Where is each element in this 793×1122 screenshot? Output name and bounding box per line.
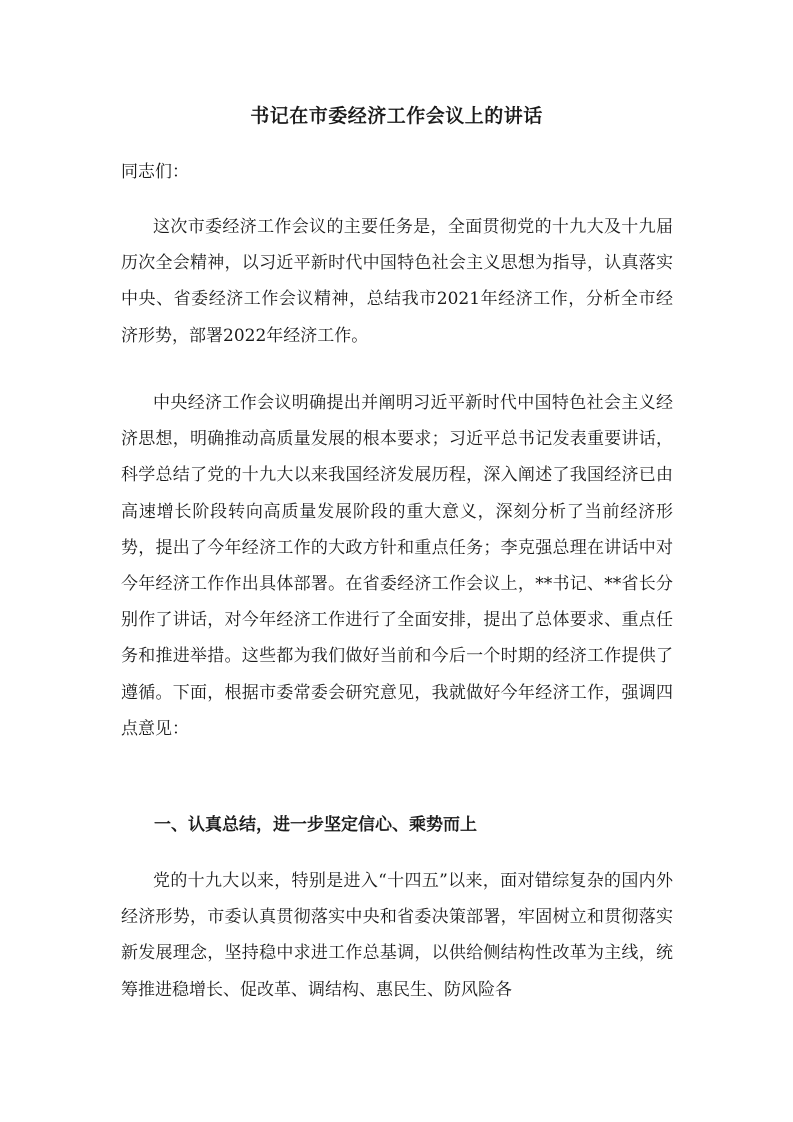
salutation: 同志们：: [121, 162, 189, 182]
paragraph-context: 中央经济工作会议明确提出并阐明习近平新时代中国特色社会主义经济思想，明确推动高质量发展的根本要求；习近平总书记发表重要讲话，科学总结了党的十九大以来我国经济发展历程，深入阐述了我国经济已由高速增长阶段转向高质量发展阶段的重大意义，深刻分析了当前经济形势，提出了今年经济工作的大政方针和重点任务；李克强总理在讲话中对今年经济工作作出具体部署。在省委经济工作会议上，**书记、**省长分别作了讲话，对今年经济工作进行了全面安排，提出了总体要求、重点任务和推进举措。这些都为我们做好当前和今后一个时期的经济工作提供了遵循。下面，根据市委常委会研究意见，我就做好今年经济工作，强调四点意见：: [121, 393, 673, 739]
paragraph-intro: 这次市委经济工作会议的主要任务是，全面贯彻党的十九大及十九届历次全会精神，以习近平新时代中国特色社会主义思想为指导，认真落实中央、省委经济工作会议精神，总结我市2021年经济工作，分析全市经济形势，部署2022年经济工作。: [121, 217, 673, 346]
paragraph-section-one: 党的十九大以来，特别是进入“十四五”以来，面对错综复杂的国内外经济形势，市委认真贯彻落实中央和省委决策部署，牢固树立和贯彻落实新发展理念，坚持稳中求进工作总基调，以供给侧结构性改革为主线，统筹推进稳增长、促改革、调结构、惠民生、防风险各: [121, 871, 673, 1000]
section-heading: 一、认真总结，进一步坚定信心、乘势而上: [154, 815, 477, 835]
document-title: 书记在市委经济工作会议上的讲话: [250, 105, 543, 127]
